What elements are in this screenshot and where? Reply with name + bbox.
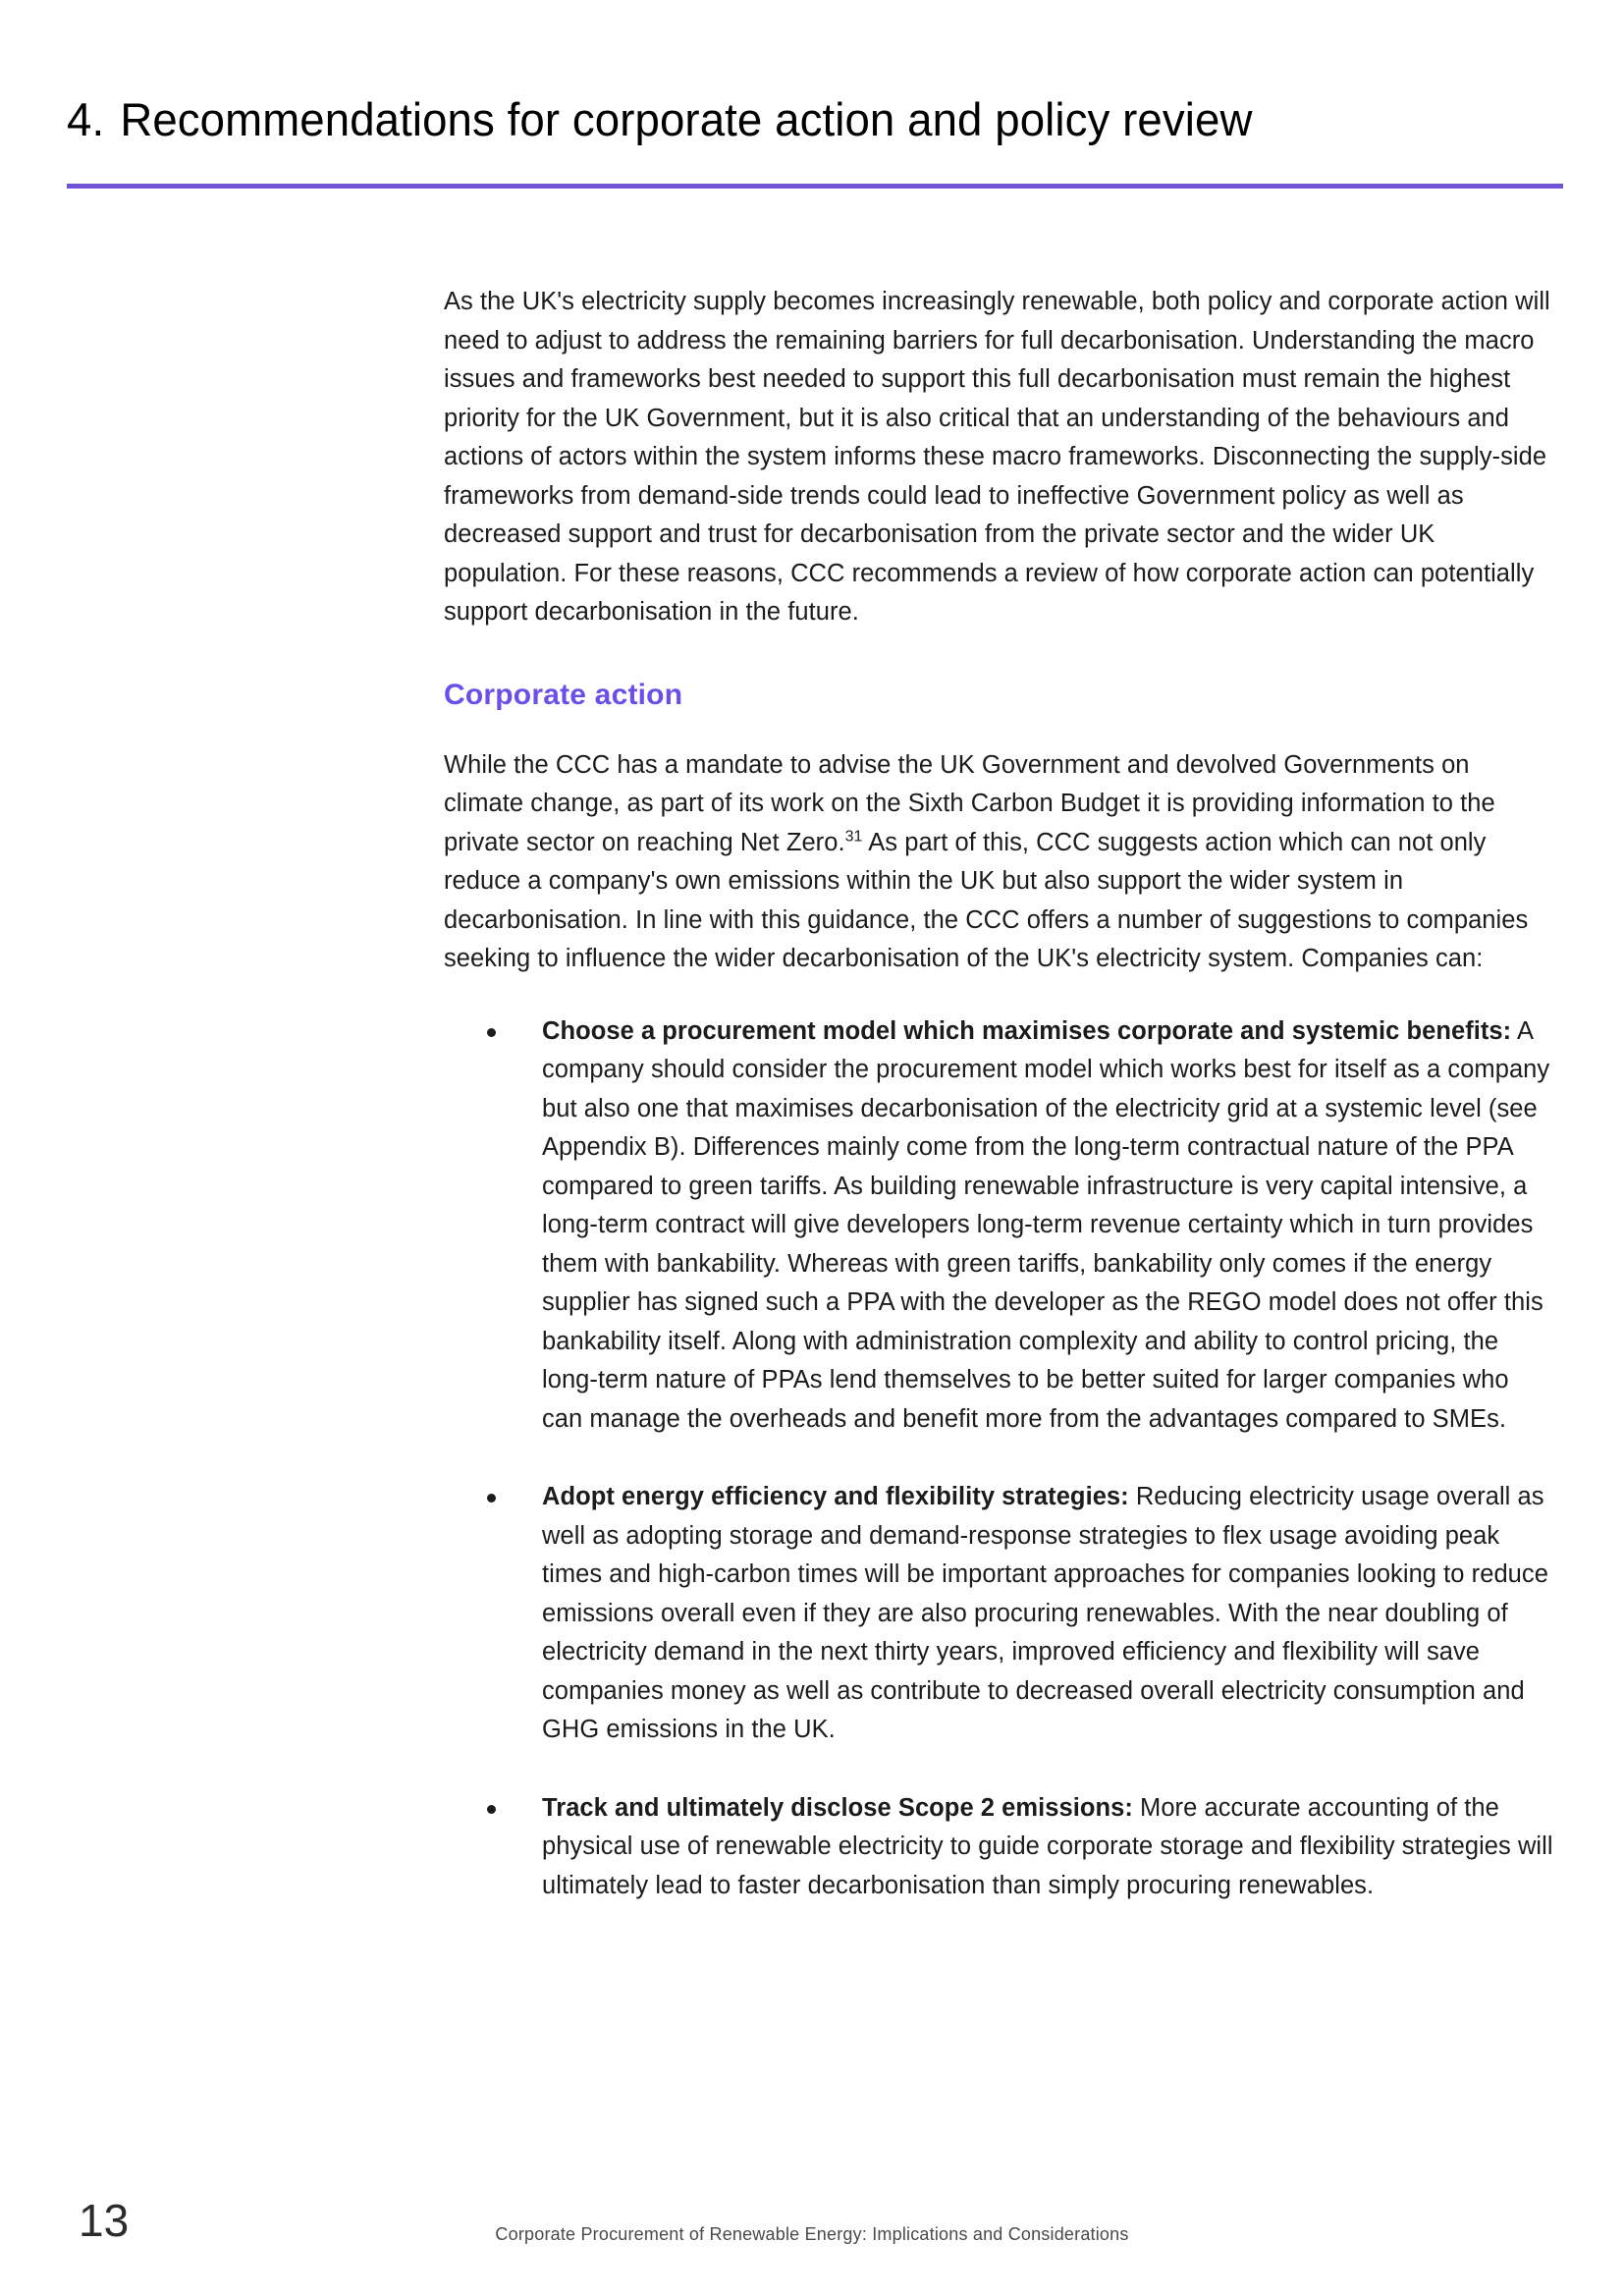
- footnote-marker-31: 31: [844, 828, 863, 845]
- page-header: [67, 94, 1567, 146]
- footer-document-title: Corporate Procurement of Renewable Energy: Implications and Considerations: [495, 2224, 1129, 2244]
- intro-paragraph: As the UK's electricity supply becomes increasingly renewable, both policy and corporate action will need to adjust to address the remaining barriers for full decarbonisation. Understanding the macro issues and frameworks best needed to support this full decarbonisation must remain the highest priority for the UK Government, but it is also critical that an understanding of the behaviours and actions of actors within the system informs these macro frameworks. Disconnecting the supply-side frameworks from demand-side trends could lead to ineffective Government policy as well as decreased support and trust for decarbonisation from the private sector and the wider UK population. For these reasons, CCC recommends a review of how corporate action can potentially support decarbonisation in the future.: [444, 288, 1550, 626]
- bullet-lead-text: Adopt energy efficiency and flexibility strategies:: [542, 1483, 1129, 1510]
- section-heading-corporate-action: Corporate action: [444, 678, 683, 711]
- bullet-dot-icon: [487, 1805, 496, 1814]
- bullet-dot-icon: [487, 1494, 496, 1503]
- page-number: 13: [79, 2195, 130, 2246]
- bullet-body-text: A company should consider the procurement model which works best for itself as a company but also one that maximises decarbonisation of the electricity grid at a systemic level (see Appendix B). Differences mainly come from the long-term contractual nature of the PPA compared to green tariffs. As building renewable infrastructure is very capital intensive, a long-term contract will give developers long-term revenue certainty which in turn provides them with bankability. Whereas with green tariffs, bankability only comes if the energy supplier has signed such a PPA with the developer as the REGO model does not offer this bankability itself. Along with administration complexity and ability to control pricing, the long-term nature of PPAs lend themselves to be better suited for larger companies who can manage the overheads and benefit more from the advantages compared to SMEs.: [542, 1016, 1550, 1433]
- page-content: [444, 283, 1553, 1905]
- recommendations-list: [444, 1012, 1553, 1906]
- list-item: [444, 1789, 1553, 1906]
- bullet-body-text: More accurate accounting of the physical use of renewable electricity to guide corporate storage and flexibility strategies will ultimately lead to faster decarbonisation than simply procuring renewables.: [542, 1793, 1553, 1899]
- section-number: 4.: [67, 93, 105, 145]
- paragraph-text-part-2: As part of this, CCC suggests action which can not only reduce a company's own emissions within the UK but also support the wider system in decarbonisation. In line with this guidance, the CCC offers a number of suggestions to companies seeking to influence the wider decarbonisation of the UK's electricity system. Companies can:: [444, 828, 1529, 972]
- page-title: [67, 94, 1522, 146]
- bullet-lead-text: Choose a procurement model which maximises corporate and systemic benefits:: [542, 1016, 1512, 1045]
- bullet-dot-icon: [487, 1028, 496, 1037]
- corporate-action-paragraph: [444, 746, 1553, 979]
- list-item: [444, 1478, 1553, 1750]
- header-divider-rule: [67, 184, 1563, 189]
- section-title-text: Recommendations for corporate action and policy review: [120, 93, 1253, 145]
- paragraph-text-part-1: While the CCC has a mandate to advise the UK Government and devolved Governments on climate change, as part of its work on the Sixth Carbon Budget it is providing information to the private sector on reaching Net Zero.: [444, 750, 1495, 856]
- bullet-body-text: Reducing electricity usage overall as well as adopting storage and demand-response strategies to flex usage avoiding peak times and high-carbon times will be important approaches for companies looking to reduce emissions overall even if they are also procuring renewables. With the near doubling of electricity demand in the next thirty years, improved efficiency and flexibility will save companies money as well as contribute to decreased overall electricity consumption and GHG emissions in the UK.: [542, 1483, 1548, 1743]
- bullet-lead-text: Track and ultimately disclose Scope 2 emissions:: [542, 1793, 1133, 1822]
- list-item: [444, 1012, 1553, 1440]
